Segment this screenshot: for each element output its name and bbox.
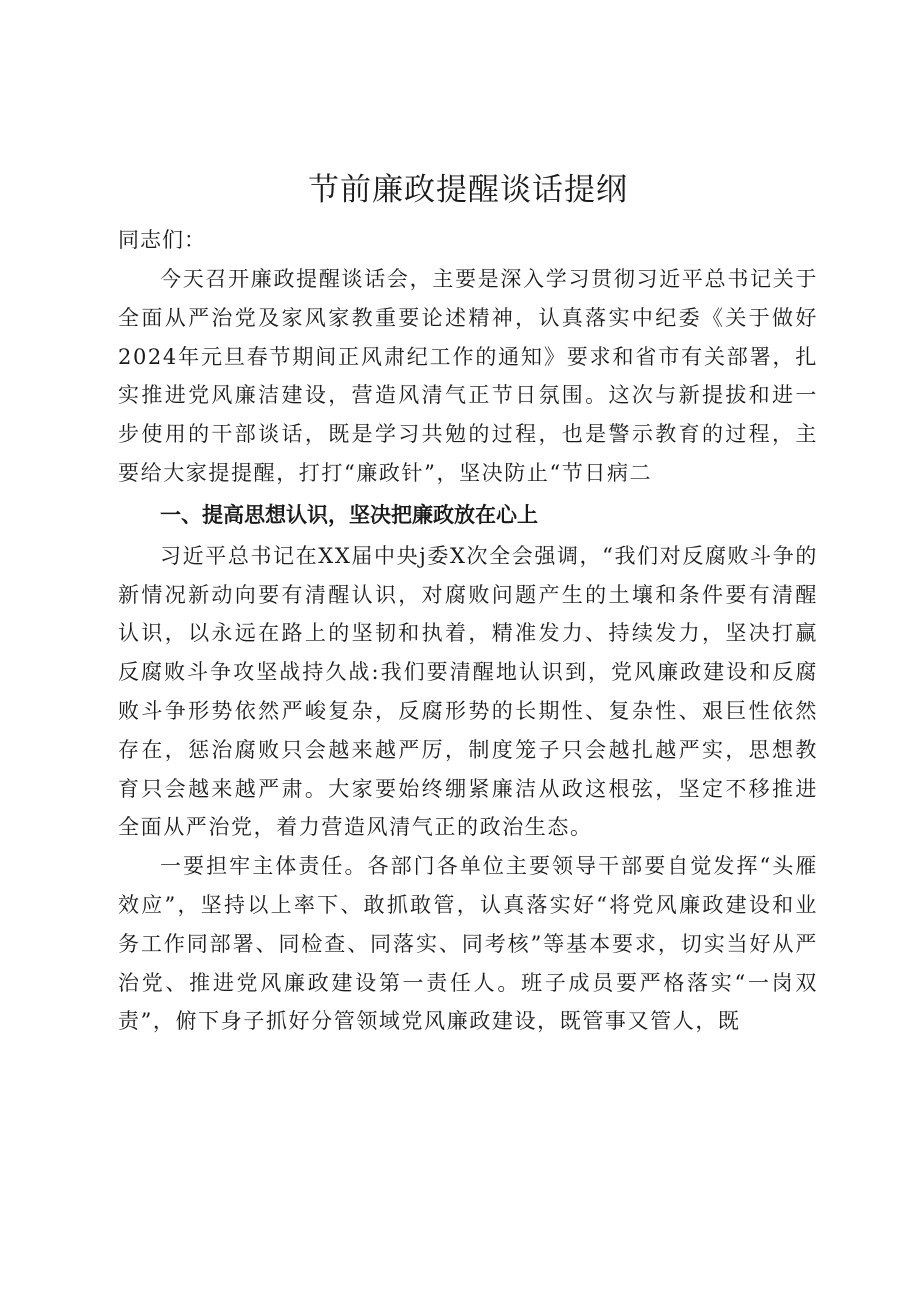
document-title: 节前廉政提醒谈话提纲: [308, 172, 628, 208]
salutation: 同志们：: [118, 228, 206, 252]
section-heading-1: 一、提高思想认识，坚决把廉政放在心上: [160, 502, 538, 527]
section1-paragraph-1: 习近平总书记在XX届中央j委X次全会强调，“我们对反腐败斗争的新情况新动向要有清醒认识，对腐败问题产生的土壤和条件要有清醒认识，以永远在路上的坚韧和执着，精准发力、持续发力，坚决打赢反腐败斗争攻坚战持久战:我们要清醒地认识到，党风廉政建设和反腐败斗争形势依然严峻复杂，反腐形势的长期性、复杂性、艰巨性依然存在，惩治腐败只会越来越严厉，制度笼子只会越扎越严实，思想教育只会越来越严肃。大家要始终绷紧廉洁从政这根弦，坚定不移推进全面从严治党，着力营造风清气正的政治生态。: [118, 543, 818, 840]
section1-paragraph-2: 一要担牢主体责任。各部门各单位主要领导干部要自觉发挥“头雁效应”，坚持以上率下、敢抓敢管，认真落实好“将党风廉政建设和业务工作同部署、同检查、同落实、同考核”等基本要求，切实当好从严治党、推进党风廉政建设第一责任人。班子成员要严格落实“一岗双责”，俯下身子抓好分管领域党风廉政建设，既管事又管人，既: [118, 854, 818, 1034]
document-page: [118, 160, 818, 1041]
intro-paragraph: 今天召开廉政提醒谈话会，主要是深入学习贯彻习近平总书记关于全面从严治党及家风家教重要论述精神，认真落实中纪委《关于做好2024年元旦春节期间正风肃纪工作的通知》要求和省市有关部署，扎实推进党风廉洁建设，营造风清气正节日氛围。这次与新提拔和进一步使用的干部谈话，既是学习共勉的过程，也是警示教育的过程，主要给大家提提醒，打打“廉政针”，坚决防止“节日病二: [118, 267, 818, 485]
